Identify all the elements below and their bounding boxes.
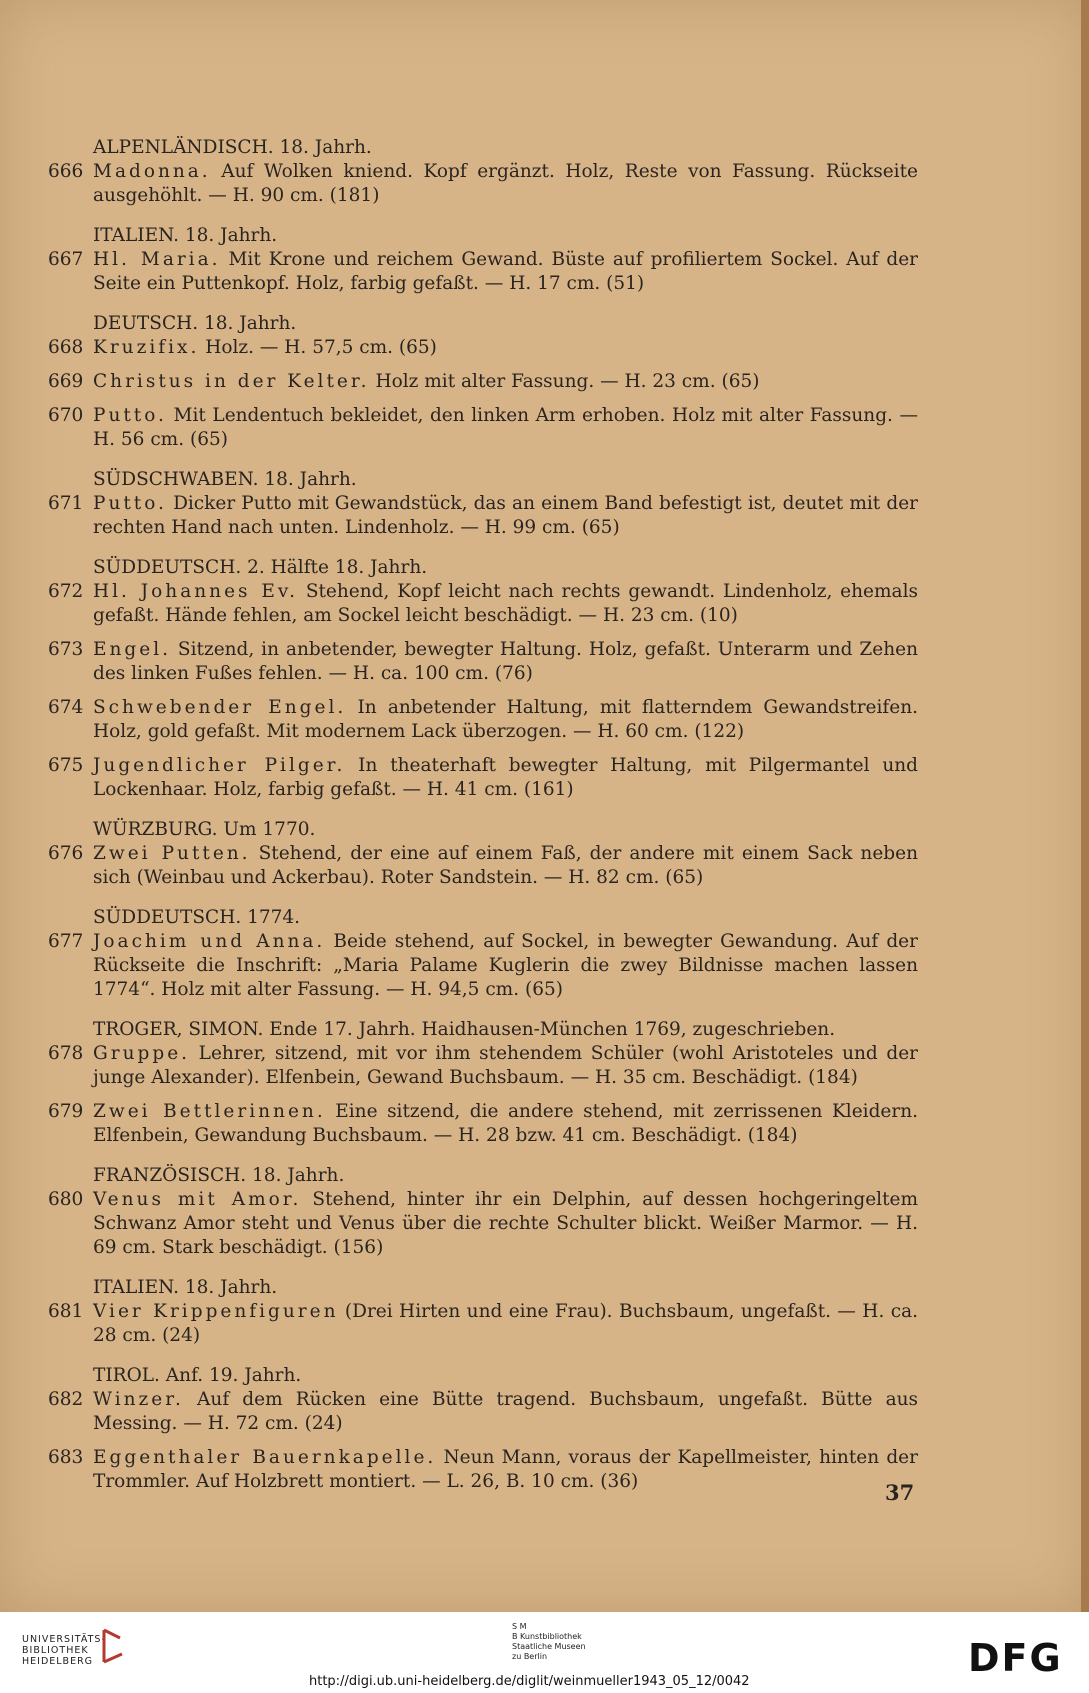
section-heading: SÜDSCHWABEN. 18. Jahrh. (93, 469, 357, 490)
smb-logo-text: S M B Kunstbibliothek Staatliche Museen zu Berlin (512, 1622, 586, 1661)
entry-number: 680 (48, 1189, 84, 1210)
catalog-entry (48, 1042, 918, 1090)
catalog-entry (48, 1300, 918, 1348)
entry-number: 677 (48, 931, 84, 952)
entry-body (93, 1446, 918, 1494)
entry-body (93, 1300, 918, 1348)
catalog-entry (48, 1100, 918, 1148)
entry-body (93, 638, 918, 686)
catalog-entry (48, 160, 918, 208)
section-heading: TIROL. Anf. 19. Jahrh. (93, 1365, 302, 1386)
entry-title: Zwei Bettlerinnen. (93, 1101, 326, 1122)
entry-description: In anbetender Haltung, mit flatterndem Gewandstreifen. Holz, gold gefaßt. Mit modernem Lack überzogen. — H. 60 cm. (122) (93, 697, 918, 742)
catalog-entry (48, 842, 918, 890)
entry-description: Mit Krone und reichem Gewand. Büste auf profiliertem Sockel. Auf der Seite ein Puttenkopf. Holz, farbig gefaßt. — H. 17 cm. (51) (93, 249, 918, 294)
catalog-entry (48, 580, 918, 628)
entry-number: 667 (48, 249, 84, 270)
entry-number: 682 (48, 1389, 84, 1410)
entry-body (93, 1188, 918, 1260)
catalog-listing (48, 136, 918, 1494)
entry-description: Auf Wolken kniend. Kopf ergänzt. Holz, Reste von Fassung. Rückseite ausgehöhlt. — H. 90 cm. (181) (93, 161, 918, 206)
catalog-entry (48, 248, 918, 296)
entry-number: 678 (48, 1043, 84, 1064)
entry-description: Eine sitzend, die andere stehend, mit zerrissenen Kleidern. Elfenbein, Gewandung Buchsbaum. — H. 28 bzw. 41 cm. Beschädigt. (184) (93, 1101, 918, 1146)
entry-description: Stehend, hinter ihr ein Delphin, auf dessen hochgeringeltem Schwanz Amor steht und Venus über die rechte Schulter blickt. Weißer Marmor. — H. 69 cm. Stark beschädigt. (156) (93, 1189, 918, 1258)
catalog-entry (48, 370, 918, 394)
catalog-entry (48, 754, 918, 802)
entry-number: 669 (48, 371, 84, 392)
viewer-footer (0, 1612, 1089, 1693)
entry-description: Lehrer, sitzend, mit vor ihm stehendem Schüler (wohl Aristoteles und der junge Alexander). Elfenbein, Gewand Buchsbaum. — H. 35 cm. Beschädigt. (184) (93, 1043, 918, 1088)
entry-title: Winzer. (93, 1389, 184, 1410)
entry-title: Hl. Maria. (93, 249, 221, 270)
section-heading: DEUTSCH. 18. Jahrh. (93, 313, 297, 334)
entry-description: Holz mit alter Fassung. — H. 23 cm. (65) (375, 371, 760, 392)
entry-title: Christus in der Kelter. (93, 371, 370, 392)
catalog-entry (48, 404, 918, 452)
catalog-entry (48, 1188, 918, 1260)
page-number: 37 (885, 1480, 915, 1505)
entry-title: Joachim und Anna. (93, 931, 326, 952)
entry-title: Jugendlicher Pilger. (93, 755, 346, 776)
entry-body (93, 580, 918, 628)
entry-title: Schwebender Engel. (93, 697, 347, 718)
entry-body (93, 754, 918, 802)
entry-body (93, 930, 918, 1002)
entry-title: Gruppe. (93, 1043, 191, 1064)
entry-body (93, 1100, 918, 1148)
entry-title: Hl. Johannes Ev. (93, 581, 298, 602)
entry-description: Dicker Putto mit Gewandstück, das an einem Band befestigt ist, deutet mit der rechten Hand nach unten. Lindenholz. — H. 99 cm. (65) (93, 493, 918, 538)
entry-number: 676 (48, 843, 84, 864)
catalog-entry (48, 492, 918, 540)
entry-body (93, 696, 918, 744)
entry-title: Putto. (93, 405, 167, 426)
entry-title: Engel. (93, 639, 172, 660)
entry-title: Venus mit Amor. (93, 1189, 302, 1210)
entry-number: 673 (48, 639, 84, 660)
catalog-entry (48, 638, 918, 686)
section-heading: ITALIEN. 18. Jahrh. (93, 1277, 278, 1298)
section-heading: FRANZÖSISCH. 18. Jahrh. (93, 1165, 345, 1186)
section-heading: ALPENLÄNDISCH. 18. Jahrh. (93, 137, 372, 158)
entry-body (93, 842, 918, 890)
ub-logo-mark-icon (100, 1626, 126, 1666)
page-url[interactable]: http://digi.ub.uni-heidelberg.de/diglit/weinmueller1943_05_12/0042 (309, 1674, 750, 1689)
ub-logo-text: UNIVERSITÄTS- BIBLIOTHEK HEIDELBERG (22, 1634, 106, 1667)
entry-description: Stehend, Kopf leicht nach rechts gewandt. Lindenholz, ehemals gefaßt. Hände fehlen, am Sockel leicht beschädigt. — H. 23 cm. (10) (93, 581, 918, 626)
catalog-entry (48, 696, 918, 744)
entry-number: 670 (48, 405, 84, 426)
entry-number: 668 (48, 337, 84, 358)
catalog-entry (48, 336, 918, 360)
entry-description: In theaterhaft bewegter Haltung, mit Pilgermantel und Lockenhaar. Holz, farbig gefaßt. — H. 41 cm. (161) (93, 755, 918, 800)
page-edge (1081, 0, 1089, 1612)
entry-body (93, 336, 918, 360)
section-heading: SÜDDEUTSCH. 2. Hälfte 18. Jahrh. (93, 557, 428, 578)
entry-body (93, 404, 918, 452)
entry-body (93, 492, 918, 540)
entry-title: Vier Krippenfiguren (93, 1301, 339, 1322)
entry-number: 681 (48, 1301, 84, 1322)
entry-description: Mit Lendentuch bekleidet, den linken Arm erhoben. Holz mit alter Fassung. — H. 56 cm. (65) (93, 405, 918, 450)
entry-description: Neun Mann, voraus der Kapellmeister, hinten der Trommler. Auf Holzbrett montiert. — L. 26, B. 10 cm. (36) (93, 1447, 918, 1492)
catalog-entry (48, 1388, 918, 1436)
entry-number: 675 (48, 755, 84, 776)
entry-number: 683 (48, 1447, 84, 1468)
entry-title: Putto. (93, 493, 167, 514)
entry-number: 671 (48, 493, 84, 514)
dfg-logo[interactable]: DFG (968, 1636, 1063, 1680)
entry-title: Zwei Putten. (93, 843, 251, 864)
entry-description: (Drei Hirten und eine Frau). Buchsbaum, ungefaßt. — H. ca. 28 cm. (24) (93, 1301, 918, 1346)
entry-body (93, 160, 918, 208)
entry-number: 666 (48, 161, 84, 182)
entry-body (93, 248, 918, 296)
entry-body (93, 1388, 918, 1436)
entry-number: 674 (48, 697, 84, 718)
ub-heidelberg-logo[interactable] (22, 1634, 106, 1667)
section-heading: SÜDDEUTSCH. 1774. (93, 907, 301, 928)
entry-body (93, 1042, 918, 1090)
entry-description: Sitzend, in anbetender, bewegter Haltung. Holz, gefaßt. Unterarm und Zehen des linken Fußes fehlen. — H. ca. 100 cm. (76) (93, 639, 918, 684)
entry-number: 679 (48, 1101, 84, 1122)
section-heading: WÜRZBURG. Um 1770. (93, 819, 316, 840)
entry-body (93, 370, 918, 394)
entry-title: Kruzifix. (93, 337, 200, 358)
entry-title: Madonna. (93, 161, 211, 182)
entry-description: Beide stehend, auf Sockel, in bewegter Gewandung. Auf der Rückseite die Inschrift: „Maria Palame Kuglerin die zwey Bildnisse machen lassen 1774“. Holz mit alter Fassung. — H. 94,5 cm. (65) (93, 931, 918, 1000)
entry-title: Eggenthaler Bauernkapelle. (93, 1447, 437, 1468)
section-heading: ITALIEN. 18. Jahrh. (93, 225, 278, 246)
catalog-entry (48, 930, 918, 1002)
section-heading: TROGER, SIMON. Ende 17. Jahrh. Haidhausen-München 1769, zugeschrieben. (93, 1019, 836, 1040)
smb-kunstbibliothek-logo[interactable] (512, 1622, 586, 1662)
entry-description: Auf dem Rücken eine Bütte tragend. Buchsbaum, ungefaßt. Bütte aus Messing. — H. 72 cm. (24) (93, 1389, 919, 1434)
entry-number: 672 (48, 581, 84, 602)
catalog-entry (48, 1446, 918, 1494)
entry-description: Holz. — H. 57,5 cm. (65) (205, 337, 437, 358)
entry-description: Stehend, der eine auf einem Faß, der andere mit einem Sack neben sich (Weinbau und Ackerbau). Roter Sandstein. — H. 82 cm. (65) (93, 843, 919, 888)
